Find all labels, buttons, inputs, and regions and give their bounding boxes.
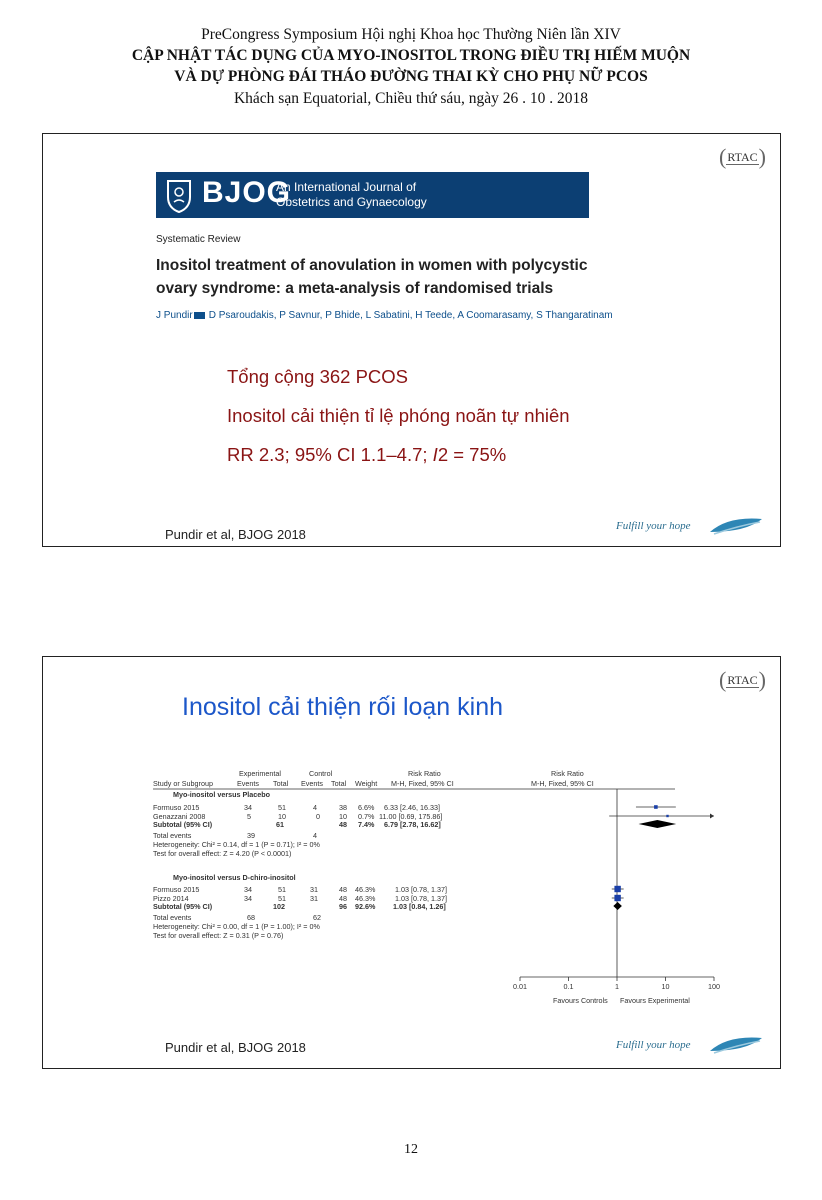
header-venue: Khách sạn Equatorial, Chiều thứ sáu, ngày 26 . 10 . 2018 [233, 90, 589, 107]
col-events-exp: Events [237, 779, 259, 788]
col-method-plot: M-H, Fixed, 95% CI [531, 779, 594, 788]
g2-s2-ev: 34 [244, 894, 252, 903]
fulfill-logo: Fulfill your hope [616, 1035, 766, 1057]
summary-ovulation: Inositol cải thiện tỉ lệ phóng noãn tự nhiên [227, 405, 570, 426]
header-risk-ratio-plot: Risk Ratio [551, 769, 584, 778]
slide-1 [42, 133, 781, 547]
point-estimate-g2_s1 [614, 886, 620, 892]
slide-title: Inositol cải thiện rối loạn kinh [182, 693, 504, 721]
group-2-title: Myo-inositol versus D-chiro-inositol [173, 873, 296, 882]
subtotal-diamond-g1_sub [639, 820, 677, 828]
g1-s1-ci: 6.33 [2.46, 16.33] [384, 803, 440, 812]
g2-s2-ev2: 31 [310, 894, 318, 903]
subtotal-diamond-g2_sub [613, 902, 622, 910]
g2-s1-ci: 1.03 [0.78, 1.37] [395, 885, 447, 894]
point-estimate-g1_s1 [654, 805, 658, 809]
g1-subtotal-ci: 6.79 [2.78, 16.62] [384, 820, 441, 829]
g2-s2-weight: 46.3% [355, 894, 376, 903]
g1-heterogeneity: Heterogeneity: Chi² = 0.14, df = 1 (P = 0.71); I² = 0% [153, 840, 320, 849]
header-title-line-1: CẬP NHẬT TÁC DỤNG CỦA MYO-INOSITOL TRONG ĐIỀU TRỊ HIẾM MUỘN [131, 47, 691, 64]
g1-total-events-ctrl: 4 [313, 831, 317, 840]
g1-s1-tot: 51 [278, 803, 286, 812]
axis-tick-label-3: 10 [661, 982, 670, 991]
header-control: Control [309, 769, 333, 778]
g1-subtotal-tot: 61 [276, 820, 284, 829]
g1-s2-ev: 5 [247, 812, 251, 821]
summary-statistic: RR 2.3; 95% CI 1.1–4.7; I2 = 75% [227, 444, 507, 465]
g2-heterogeneity: Heterogeneity: Chi² = 0.00, df = 1 (P = 1.00); I² = 0% [153, 922, 320, 931]
g2-subtotal-tot2: 96 [339, 902, 347, 911]
g1-subtotal-tot2: 48 [339, 820, 347, 829]
mail-icon [194, 312, 205, 319]
ci-arrow-g1_s2 [710, 814, 714, 819]
fulfill-logo: Fulfill your hope [616, 516, 766, 538]
g1-s2-tot: 10 [278, 812, 286, 821]
g2-overall-test: Test for overall effect: Z = 0.31 (P = 0.76) [153, 931, 284, 940]
point-estimate-g1_s2 [666, 815, 668, 817]
g1-s1-ev2: 4 [313, 803, 317, 812]
g2-s2-study: Pizzo 2014 [153, 894, 189, 903]
col-total-exp: Total [273, 779, 289, 788]
col-weight: Weight [355, 779, 378, 788]
g1-s1-study: Formuso 2015 [153, 803, 200, 812]
g2-s1-weight: 46.3% [355, 885, 376, 894]
g2-s2-ci: 1.03 [0.78, 1.37] [395, 894, 447, 903]
g1-total-events-exp: 39 [247, 831, 255, 840]
g2-total-events-ctrl: 62 [313, 913, 321, 922]
g2-s1-ev: 34 [244, 885, 252, 894]
g1-s2-weight: 0.7% [358, 812, 375, 821]
g2-total-events-label: Total events [153, 913, 192, 922]
favours-controls: Favours Controls [553, 996, 608, 1005]
col-method: M-H, Fixed, 95% CI [391, 779, 454, 788]
g2-subtotal-tot: 102 [273, 902, 285, 911]
forest-plot [153, 767, 723, 1017]
journal-subtitle: An International Journal of Obstetrics and Gynaecology [276, 180, 427, 209]
g2-subtotal-ci: 1.03 [0.84, 1.26] [393, 902, 446, 911]
bjog-banner [156, 172, 589, 218]
g1-s1-tot2: 38 [339, 803, 347, 812]
axis-tick-label-4: 100 [708, 982, 720, 991]
g1-s1-ev: 34 [244, 803, 252, 812]
bjog-logo: BJOG [202, 176, 292, 209]
group-1-title: Myo-inositol versus Placebo [173, 790, 271, 799]
citation: Pundir et al, BJOG 2018 [165, 1040, 306, 1055]
g1-s2-study: Genazzani 2008 [153, 812, 206, 821]
g1-s2-ev2: 0 [316, 812, 320, 821]
col-events-ctrl: Events [301, 779, 323, 788]
header-title-line-2: VÀ DỰ PHÒNG ĐÁI THÁO ĐƯỜNG THAI KỲ CHO PHỤ NỮ PCOS [174, 68, 648, 85]
slide-2 [42, 656, 781, 1069]
leaf-icon [708, 516, 764, 536]
g2-s2-tot2: 48 [339, 894, 347, 903]
paper-title: Inositol treatment of anovulation in women with polycystic ovary syndrome: a meta-analysis of randomised trials [156, 257, 588, 297]
axis-tick-label-1: 0.1 [563, 982, 574, 991]
g1-total-events-label: Total events [153, 831, 192, 840]
g2-total-events-exp: 68 [247, 913, 255, 922]
citation: Pundir et al, BJOG 2018 [165, 527, 306, 542]
g1-s1-weight: 6.6% [358, 803, 375, 812]
author-list: J Pundir D Psaroudakis, P Savnur, P Bhide, L Sabatini, H Teede, A Coomarasamy, S Thangaratinam [156, 310, 613, 321]
favours-experimental: Favours Experimental [620, 996, 690, 1005]
g1-overall-test: Test for overall effect: Z = 4.20 (P < 0.0001) [153, 849, 292, 858]
leaf-icon [708, 1035, 764, 1055]
g2-subtotal-label: Subtotal (95% CI) [153, 902, 213, 911]
axis-tick-label-2: 1 [615, 982, 619, 991]
g1-subtotal-weight: 7.4% [358, 820, 375, 829]
g1-s2-tot2: 10 [339, 812, 347, 821]
header-experimental: Experimental [239, 769, 281, 778]
g2-s1-tot2: 48 [339, 885, 347, 894]
header-line-1: PreCongress Symposium Hội nghị Khoa học Thường Niên lần XIV [201, 26, 621, 43]
crest-icon [164, 177, 194, 213]
rtac-logo: (RTAC) [719, 667, 766, 692]
g2-subtotal-weight: 92.6% [355, 902, 376, 911]
col-study: Study or Subgroup [153, 779, 213, 788]
g2-s2-tot: 51 [278, 894, 286, 903]
col-total-ctrl: Total [331, 779, 347, 788]
g1-subtotal-label: Subtotal (95% CI) [153, 820, 213, 829]
g1-s2-ci: 11.00 [0.69, 175.86] [379, 812, 443, 821]
g2-s1-study: Formuso 2015 [153, 885, 200, 894]
header-risk-ratio: Risk Ratio [408, 769, 441, 778]
rtac-logo: (RTAC) [719, 144, 766, 169]
point-estimate-g2_s2 [614, 895, 620, 901]
g2-s1-ev2: 31 [310, 885, 318, 894]
axis-tick-label-0: 0.01 [513, 982, 527, 991]
summary-total: Tổng cộng 362 PCOS [227, 366, 408, 387]
page-number: 12 [404, 1142, 418, 1157]
article-type: Systematic Review [156, 234, 241, 245]
g2-s1-tot: 51 [278, 885, 286, 894]
